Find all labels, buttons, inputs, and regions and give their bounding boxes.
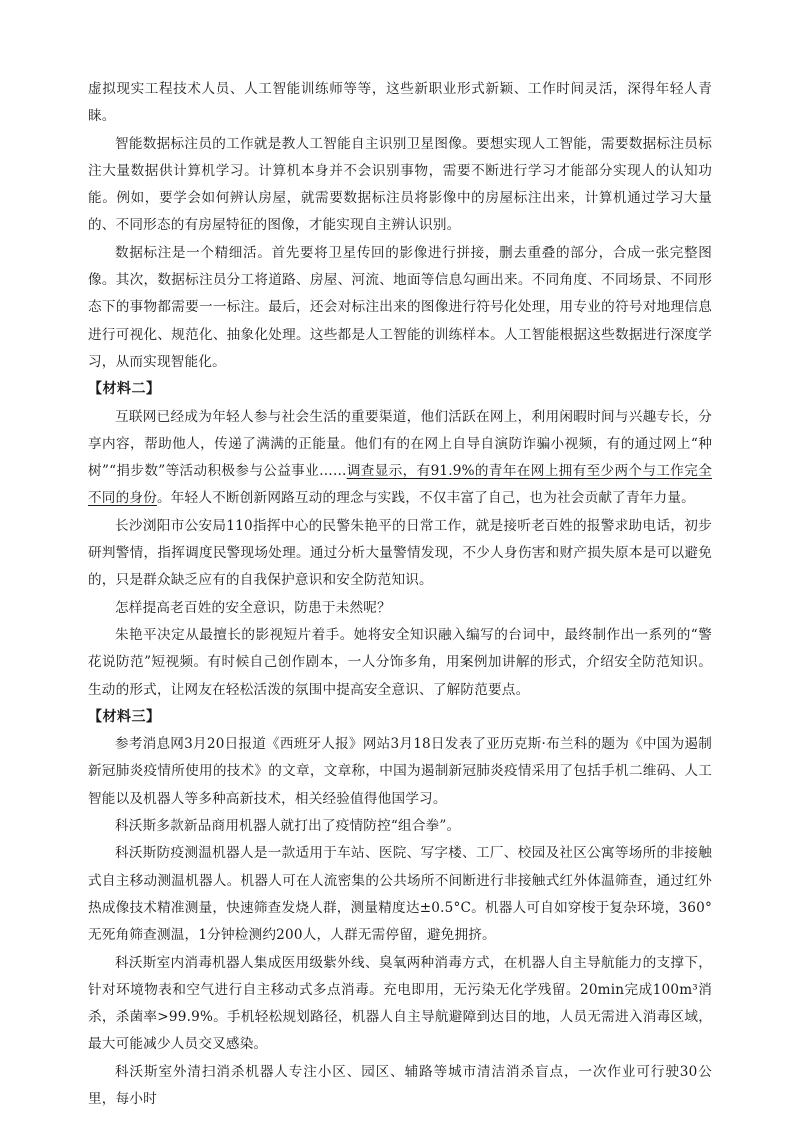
material3-paragraph-3: 科沃斯防疫测温机器人是一款适用于车站、医院、写字楼、工厂、校园及社区公寓等场所的非接触式自主移动测温机器人。机器人可在人流密集的公共场所不间断进行非接触式红外体温筛查，通过红外热成像技术精准测量，快速筛查发烧人群，测量精度达±0.5°C。机器人可自如穿梭于复杂环境，360°无死角筛查测温，1分钟检测约200人，人群无需停留，避免拥挤。 bbox=[88, 845, 712, 944]
material3-heading: 【材料三】 bbox=[88, 708, 161, 725]
material2-p1-text-before: 互联网已经成为年轻人参与社会生活的重要渠道，他们活跃在网上，利用闲暇时间与兴趣专长，分享内容，帮助他人，传递了满满的正能量。他们有的在网上自导自演防诈骗小视频，有的通过网上“种树”“捐步数”等活动积极参与公益事业…… bbox=[88, 408, 712, 480]
material3-paragraph-1: 参考消息网3月20日报道《西班牙人报》网站3月18日发表了亚历克斯·布兰科的题为《中国为遏制新冠肺炎疫情所使用的技术》的文章，文章称，中国为遏制新冠肺炎疫情采用了包括手机二维码、人工智能以及机器人等多种高新技术，相关经验值得他国学习。 bbox=[88, 736, 712, 807]
material2-paragraph-4: 朱艳平决定从最擅长的影视短片着手。她将安全知识融入编写的台词中，最终制作出一系列的“警花说防范”短视频。有时候自己创作剧本，一人分饰多角，用案例加讲解的形式，介绍安全防范知识。生动的形式，让网友在轻松活泼的氛围中提高安全意识、了解防范要点。 bbox=[88, 626, 712, 698]
material2-paragraph-2: 长沙浏阳市公安局110指挥中心的民警朱艳平的日常工作，就是接听老百姓的报警求助电话，初步研判警情，指挥调度民警现场处理。通过分析大量警情发现，不少人身伤害和财产损失原本是可以避免的，只是群众缺乏应有的自我保护意识和安全防范知识。 bbox=[88, 517, 712, 589]
material2-heading: 【材料二】 bbox=[88, 381, 161, 398]
material3-paragraph-4: 科沃斯室内消毒机器人集成医用级紫外线、臭氧两种消毒方式，在机器人自主导航能力的支撑下，针对环境物表和空气进行自主移动式多点消毒。充电即用，无污染无化学残留。20min完成100m³消杀，杀菌率>99.9%。手机轻松规划路径，机器人自主导航避障到达目的地，人员无需进入消毒区域，最大可能减少人员交叉感染。 bbox=[88, 954, 712, 1053]
survey-underlined-text: 调查显示，有91.9%的青年在网上拥有至少两个与工作完全不同的身份 bbox=[88, 463, 712, 507]
material1-paragraph-2: 智能数据标注员的工作就是教人工智能自主识别卫星图像。要想实现人工智能，需要数据标注员标注大量数据供计算机学习。计算机本身并不会识别事物，需要不断进行学习才能部分实现人的认知功能。例如，要学会如何辨认房屋，就需要数据标注员将影像中的房屋标注出来，计算机通过学习大量的、不同形态的有房屋特征的图像，才能实现自主辨认识别。 bbox=[88, 135, 712, 234]
material3-paragraph-5: 科沃斯室外清扫消杀机器人专注小区、园区、辅路等城市清洁消杀盲点，一次作业可行驶30公里，每小时 bbox=[88, 1063, 712, 1107]
material1-paragraph-1: 虚拟现实工程技术人员、人工智能训练师等等，这些新职业形式新颖、工作时间灵活，深得年轻人青睐。 bbox=[88, 81, 712, 125]
document-page bbox=[88, 76, 712, 1113]
material2-p1-text-after: 。年轻人不断创新网路互动的理念与实践，不仅丰富了自己，也为社会贡献了青年力量。 bbox=[156, 490, 695, 507]
material1-paragraph-3: 数据标注是一个精细活。首先要将卫星传回的影像进行拼接，删去重叠的部分，合成一张完整图像。其次，数据标注员分工将道路、房屋、河流、地面等信息勾画出来。不同角度、不同场景、不同形态下的事物都需要一一标注。最后，还会对标注出来的图像进行符号化处理，用专业的符号对地理信息进行可视化、规范化、抽象化处理。这些都是人工智能的训练样本。人工智能根据这些数据进行深度学习，从而实现智能化。 bbox=[88, 244, 712, 370]
material2-paragraph-3: 怎样提高老百姓的安全意识，防患于未然呢？ bbox=[115, 599, 391, 616]
material3-paragraph-2: 科沃斯多款新品商用机器人就打出了疫情防控“组合拳”。 bbox=[115, 818, 461, 835]
material2-paragraph-1 bbox=[88, 404, 712, 513]
